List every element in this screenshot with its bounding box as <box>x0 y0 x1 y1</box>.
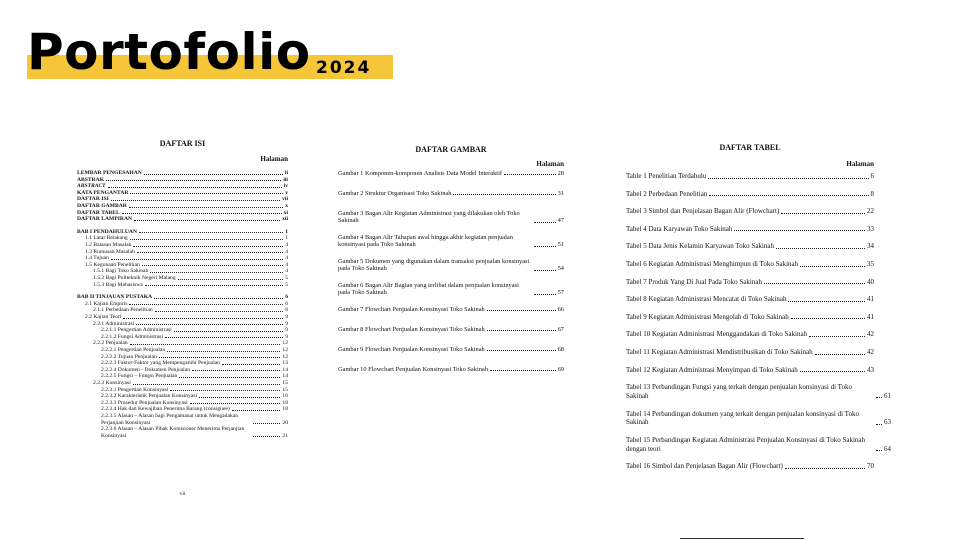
dot-leader <box>174 331 284 332</box>
dot-leader <box>122 213 282 214</box>
toc-entry-page: 4 <box>285 242 288 248</box>
toc-entry <box>338 282 564 297</box>
toc-entry <box>626 242 874 251</box>
toc-entry <box>77 177 288 184</box>
dot-leader <box>144 174 283 175</box>
toc-entry-label: 2.2.3.2 Karakteristik Penjualan Konsinyasi <box>101 393 198 400</box>
toc-entry <box>77 183 288 190</box>
toc-entry-label: 2.2.2.4 Dokumen - Dokumen Penjualan <box>101 366 191 373</box>
toc-entry-page: 63 <box>884 418 891 427</box>
toc-entry-page: x <box>285 203 288 209</box>
dot-leader <box>154 298 283 299</box>
toc-entry-page: iii <box>283 176 288 183</box>
toc-entry <box>338 346 564 353</box>
toc-entry-label: KATA PENGANTAR <box>77 189 129 196</box>
dot-leader <box>785 468 865 469</box>
dot-leader <box>534 270 555 271</box>
dot-leader <box>111 200 280 201</box>
daftar-tabel-halaman: Halaman <box>846 160 874 168</box>
dot-leader <box>490 370 556 371</box>
toc-entry-label: 2.2.1 Administrasi <box>93 320 135 327</box>
dot-leader <box>534 222 555 223</box>
dot-leader <box>136 324 283 325</box>
toc-entry-page: 67 <box>557 326 564 333</box>
toc-entry <box>626 260 874 269</box>
toc-entry <box>77 229 288 236</box>
toc-entry <box>626 190 874 199</box>
toc-entry <box>626 295 874 304</box>
daftar-gambar-title: DAFTAR GAMBAR <box>415 145 487 154</box>
toc-entry <box>77 170 288 177</box>
dot-leader <box>130 239 283 240</box>
toc-entry-label: Tabel 9 Kegiatan Administrasi Mengolah di Toko Sakinah <box>626 312 789 321</box>
dot-leader <box>129 304 283 305</box>
toc-entry <box>101 360 288 367</box>
toc-entry-label: 2.2.1.1 Pengertian Administrasi <box>101 327 172 334</box>
toc-entry <box>101 413 288 426</box>
toc-entry-label: Gambar 7 Flowchart Penjualan Konsinyasi Toko Sakinah <box>338 306 485 313</box>
toc-entry-page: 4 <box>285 268 288 275</box>
toc-entry <box>77 190 288 197</box>
toc-entry <box>85 314 288 321</box>
toc-entry-page: 47 <box>557 217 564 225</box>
toc-entry-label: Tabel 13 Perbandingan Fungsi yang terkait dengan penjualan konsinyasi di Toko Sakinah <box>626 383 852 400</box>
toc-entry-label: 1.5.1 Bagi Toko Sakinah <box>93 268 149 275</box>
toc-entry-page: 9 <box>285 333 288 340</box>
toc-entry-page: 68 <box>557 346 564 353</box>
toc-entry <box>338 170 564 177</box>
toc-entry <box>101 354 288 361</box>
toc-entry-label: Gambar 1 Komponen-komponen Analisis Data Model Interaktif <box>338 170 502 177</box>
toc-entry <box>101 327 288 334</box>
toc-entry-label: LEMBAR PENGESAHAN <box>77 170 142 176</box>
dot-leader <box>133 246 283 247</box>
toc-entry <box>77 294 288 301</box>
toc-entry-page: 15 <box>282 386 288 393</box>
toc-entry-page: xii <box>282 216 288 223</box>
toc-entry <box>101 334 288 341</box>
dot-leader <box>155 311 284 312</box>
toc-entry-page: 13 <box>282 360 288 367</box>
toc-entry <box>338 326 564 333</box>
dot-leader <box>139 232 283 233</box>
dot-leader <box>192 370 280 371</box>
toc-entry-page: ii <box>284 170 288 176</box>
toc-entry-page: 57 <box>557 289 564 297</box>
dot-leader <box>170 390 280 391</box>
dot-leader <box>165 337 283 338</box>
toc-entry <box>101 393 288 400</box>
dot-leader <box>111 259 283 260</box>
dot-leader <box>534 246 555 247</box>
toc-entry <box>85 301 288 308</box>
dot-leader <box>788 301 865 302</box>
toc-entry-label: 2.2.3.4 Hak dan Kewajiban Penerima Barang (consignee) <box>101 406 230 413</box>
bottom-divider <box>680 538 804 539</box>
toc-entry-page: 66 <box>557 306 564 313</box>
toc-entry-label: 1.2 Batasan Masalah <box>85 242 132 248</box>
toc-entry-label: Tabel 16 Simbol dan Penjelasan Bagan Alir (Flowchart) <box>626 462 783 471</box>
dot-leader <box>222 364 280 365</box>
toc-entry-label: 2.2.3.6 Alasan – Alasan Pihak Komisioner Menerima Perjanjian Konsinyasi <box>101 426 245 439</box>
dot-leader <box>453 194 555 195</box>
toc-entry-page: 21 <box>282 432 288 439</box>
toc-entry-page: 9 <box>285 314 288 320</box>
dot-leader <box>534 294 555 295</box>
toc-entry-page: 5 <box>285 275 288 281</box>
toc-entry-label: Tabel 7 Produk Yang Di Jual Pada Toko Sakinah <box>626 277 762 286</box>
toc-entry <box>626 348 874 357</box>
toc-entry-label: Tabel 4 Data Karyawan Toko Sakinah <box>626 224 733 233</box>
toc-entry <box>77 203 288 210</box>
toc-entry-page: 6 <box>285 300 288 307</box>
toc-entry-page: 33 <box>867 224 874 233</box>
toc-entry-label: Tabel 2 Perbedaan Penelitian <box>626 189 708 198</box>
toc-entry <box>85 255 288 262</box>
toc-entry <box>93 380 288 387</box>
toc-entry <box>85 249 288 256</box>
daftar-isi-title: DAFTAR ISI <box>159 139 206 148</box>
toc-entry-label: DAFTAR ISI <box>77 196 109 203</box>
toc-entry-page: 5 <box>285 281 288 288</box>
dot-leader <box>709 195 868 196</box>
year-label: 2024 <box>316 58 372 78</box>
toc-entry-page: 41 <box>867 295 874 304</box>
toc-entry <box>626 366 874 375</box>
toc-entry-page: xi <box>283 209 288 216</box>
dot-leader <box>800 371 865 372</box>
toc-entry-label: 2.2.3.1 Pengertian Konsinyasi <box>101 386 169 393</box>
daftar-isi-halaman: Halaman <box>260 155 288 163</box>
toc-entry <box>338 306 564 313</box>
dot-leader <box>876 397 882 398</box>
daftar-tabel-title: DAFTAR TABEL <box>719 143 781 152</box>
dot-leader <box>159 357 281 358</box>
toc-entry-label: Gambar 10 Flowchart Penjualan Konsinyasi Toko Sakinah <box>338 366 488 373</box>
toc-entry-page: iv <box>283 183 288 190</box>
toc-entry-page: 31 <box>557 190 564 197</box>
toc-entry-label: Tabel 11 Kegiatan Administrasi Mendistribusikan di Toko Sakinah <box>626 348 813 356</box>
dot-leader <box>708 178 868 179</box>
toc-entry-page: 6 <box>285 294 288 301</box>
toc-entry <box>77 196 288 203</box>
dot-leader <box>764 283 865 284</box>
dot-leader <box>876 450 882 451</box>
toc-entry-page: 16 <box>282 393 288 400</box>
toc-entry-label: 2.2.2.1 Pengertian Penjualan <box>101 347 166 353</box>
dot-leader <box>734 230 865 231</box>
toc-entry-page: 6 <box>870 172 874 180</box>
dot-leader <box>123 318 283 319</box>
toc-entry-page: 1 <box>285 228 288 235</box>
toc-entry <box>93 321 288 328</box>
toc-entry-label: Gambar 9 Flowchart Penjualan Konsinyasi Toko Sakinah <box>338 346 485 353</box>
dot-leader <box>815 354 865 355</box>
toc-entry <box>626 225 874 234</box>
toc-entry-page: 8 <box>870 189 874 198</box>
daftar-isi-page-number: vii <box>179 491 186 497</box>
toc-entry-label: 2.2.3.5 Alasan – Alasan bagi Pengamanat untuk Mengadakan Perjanjian Konsinyasi <box>101 413 239 426</box>
toc-entry-page: 14 <box>282 373 288 380</box>
toc-entry-label: Gambar 4 Bagan Alir Tahapan awal hingga akhir kegiatan penjualan konsinyasi pada Toko Sakinah <box>338 234 513 249</box>
toc-entry-label: Tabel 12 Kegiatan Administrasi Menyimpan di Toko Sakinah <box>626 365 798 374</box>
toc-entry <box>626 383 891 400</box>
dot-leader <box>108 187 282 188</box>
toc-entry-label: 2.1.1 Perbedaan Penelitian <box>93 307 153 314</box>
toc-entry-page: v <box>285 189 288 196</box>
daftar-tabel-page <box>626 125 891 471</box>
dot-leader <box>129 207 283 208</box>
toc-entry-label: DAFTAR GAMBAR <box>77 203 127 209</box>
page-title: Portofolio <box>27 23 311 81</box>
toc-entry-label: Gambar 3 Bagan Alir Kegiatan Administrasi yang dilakukan oleh Toko Sakinah <box>338 210 520 225</box>
toc-entry-label: Tabel 8 Kegiatan Administrasi Mencatat di Toko Sakinah <box>626 295 787 304</box>
toc-entry <box>93 307 288 314</box>
toc-entry-label: Gambar 8 Flowchart Penjualan Konsinyasi Toko Sakinah <box>338 326 485 333</box>
toc-entry <box>93 275 288 282</box>
dot-leader <box>150 272 283 273</box>
toc-entry-page: 12 <box>282 353 288 360</box>
toc-entry-label: Tabel 3 Simbol dan Penjelasan Bagan Alir (Flowchart) <box>626 207 780 216</box>
toc-entry-page: 61 <box>884 391 891 400</box>
dot-leader <box>106 180 281 181</box>
toc-entry <box>626 330 874 339</box>
toc-entry <box>85 235 288 242</box>
toc-entry-page: 4 <box>285 248 288 255</box>
toc-entry <box>626 462 874 471</box>
toc-entry-page: 41 <box>867 312 874 321</box>
toc-entry-label: 2.2.3 Konsinyasi <box>93 380 131 386</box>
toc-entry-label: 1.4 Tujuan <box>85 255 109 262</box>
toc-entry-label: 2.1 Kajian Empiris <box>85 300 128 307</box>
dot-leader <box>167 351 280 352</box>
toc-entry <box>626 313 874 322</box>
dot-leader <box>876 424 882 425</box>
dot-leader <box>130 193 283 194</box>
toc-entry-page: 40 <box>867 277 874 286</box>
toc-entry-label: 2.2.2.3 Faktor-Faktor yang Mempengaruhi Penjualan <box>101 360 221 367</box>
toc-entry <box>338 234 564 249</box>
dot-leader <box>130 344 281 345</box>
toc-entry-page: 9 <box>285 327 288 334</box>
dot-leader <box>791 318 865 319</box>
daftar-gambar-halaman: Halaman <box>536 160 564 168</box>
toc-entry-label: Table 1 Penelitian Terdahulu <box>626 172 707 180</box>
toc-entry-page: 22 <box>867 207 874 216</box>
toc-entry-page: 70 <box>867 462 874 471</box>
dot-leader <box>253 436 281 437</box>
toc-entry-page: 4 <box>285 261 288 268</box>
toc-entry-label: 1.5.2 Bagi Politeknik Negeri Malang <box>93 275 176 281</box>
toc-entry-page: 4 <box>285 255 288 262</box>
toc-entry-label: Tabel 10 Kegiatan Administrasi Menggandakan di Toko Sakinah <box>626 330 808 339</box>
toc-entry-page: vii <box>282 196 288 203</box>
toc-entry-page: 42 <box>867 348 874 356</box>
toc-entry <box>101 367 288 374</box>
toc-entry <box>101 387 288 394</box>
toc-entry-page: 64 <box>884 444 891 453</box>
dot-leader <box>137 252 283 253</box>
toc-entry <box>93 268 288 275</box>
dot-leader <box>133 384 281 385</box>
toc-entry <box>626 409 891 427</box>
toc-entry-label: Gambar 6 Bagan Alir Bagian yang terlibat dalam penjualan konsinyasi pada Toko Sakinah <box>338 282 519 297</box>
toc-entry-page: 8 <box>285 307 288 314</box>
dot-leader <box>809 336 865 337</box>
dot-leader <box>178 279 284 280</box>
toc-entry <box>93 282 288 289</box>
toc-entry-label: 2.2.2 Penjualan <box>93 340 128 347</box>
toc-entry-label: Gambar 2 Struktur Organisasi Toko Sakinah <box>338 190 452 197</box>
daftar-gambar-page <box>338 125 564 373</box>
toc-entry-label: 1.5.3 Bagi Mahasiswa <box>93 281 143 288</box>
toc-entry-page: 14 <box>282 366 288 373</box>
dot-leader <box>253 423 281 424</box>
toc-entry <box>626 278 874 287</box>
dot-leader <box>487 330 556 331</box>
toc-entry-label: Gambar 5 Dokumen yang digunakan dalam transaksi penjualan konsinyasi pada Toko Sakinah <box>338 258 530 273</box>
toc-entry-page: 9 <box>285 320 288 327</box>
toc-entry <box>101 406 288 413</box>
toc-entry-label: 1.5 Kegunaan Penelitian <box>85 261 140 268</box>
toc-entry-label: 2.2 Kajian Teori <box>85 314 122 320</box>
toc-entry-label: DAFTAR LAMPIRAN <box>77 216 133 223</box>
dot-leader <box>776 248 865 249</box>
toc-entry-label: DAFTAR TABEL <box>77 209 120 216</box>
toc-entry-page: 12 <box>282 347 288 353</box>
toc-entry-page: 34 <box>867 242 874 251</box>
toc-entry-page: 20 <box>282 419 288 426</box>
dot-leader <box>487 350 556 351</box>
toc-entry-page: 18 <box>282 399 288 406</box>
dot-leader <box>504 174 556 175</box>
toc-entry-label: Tabel 5 Data Jenis Kelamin Karyawan Toko Sakinah <box>626 242 774 251</box>
toc-entry <box>101 373 288 380</box>
toc-entry-page: 54 <box>557 265 564 273</box>
toc-entry <box>77 210 288 217</box>
toc-entry-label: 2.2.2.2 Tujuan Penjualan <box>101 353 157 360</box>
toc-entry-page: 18 <box>282 406 288 413</box>
dot-leader <box>232 410 281 411</box>
dot-leader <box>145 285 283 286</box>
toc-entry-label: BAB I PENDAHULUAN <box>77 228 137 235</box>
toc-entry-page: 12 <box>282 340 288 347</box>
toc-entry-page: 28 <box>557 170 564 177</box>
toc-entry <box>338 366 564 373</box>
dot-leader <box>134 220 280 221</box>
toc-entry <box>101 347 288 354</box>
toc-entry-label: Tabel 14 Perbandingan dokumen yang terkait dengan penjualan konsinyasi di Toko Sakinah <box>626 409 859 427</box>
toc-entry-label: 2.2.3.3 Prosedur Penjualan Konsinyasi <box>101 399 188 406</box>
daftar-isi-page <box>77 125 288 500</box>
toc-entry <box>101 426 288 439</box>
dot-leader <box>142 265 283 266</box>
toc-entry-page: 15 <box>282 380 288 386</box>
toc-entry-label: ABSTRACT <box>77 183 106 190</box>
dot-leader <box>199 397 280 398</box>
toc-entry-label: BAB II TINJAUAN PUSTAKA <box>77 294 153 301</box>
toc-entry-page: 51 <box>557 241 564 249</box>
toc-entry-label: Tabel 15 Perbandingan Kegiatan Administrasi Penjualan Konsinyasi di Toko Sakinah dengan teori <box>626 436 865 453</box>
toc-entry-page: 35 <box>867 260 874 268</box>
toc-entry-page: 43 <box>867 365 874 374</box>
toc-entry <box>338 258 564 273</box>
toc-entry <box>626 207 874 216</box>
toc-entry-page: 42 <box>867 330 874 339</box>
toc-entry <box>77 216 288 223</box>
dot-leader <box>781 213 865 214</box>
toc-entry <box>626 172 874 181</box>
dot-leader <box>800 266 865 267</box>
toc-entry-label: ABSTRAK <box>77 176 105 183</box>
dot-leader <box>487 310 556 311</box>
toc-entry <box>338 210 564 225</box>
toc-entry-page: 1 <box>285 235 288 242</box>
toc-entry-label: 1.3 Rumusan Masalah <box>85 248 135 255</box>
toc-entry-label: 2.2.2.5 Fungsi – Fungsi Penjualan <box>101 373 178 380</box>
toc-entry-label: 2.2.1.2 Fungsi Administrasi <box>101 333 164 340</box>
toc-entry <box>338 190 564 197</box>
dot-leader <box>190 403 281 404</box>
toc-entry <box>93 340 288 347</box>
toc-entry <box>85 262 288 269</box>
toc-entry <box>626 436 891 453</box>
toc-entry-page: 69 <box>557 366 564 373</box>
toc-entry-label: 1.1 Latar Belakang <box>85 235 128 242</box>
dot-leader <box>179 377 280 378</box>
toc-entry <box>85 242 288 249</box>
toc-entry-label: Tabel 6 Kegiatan Administrasi Menghimpun di Toko Sakinah <box>626 260 799 268</box>
